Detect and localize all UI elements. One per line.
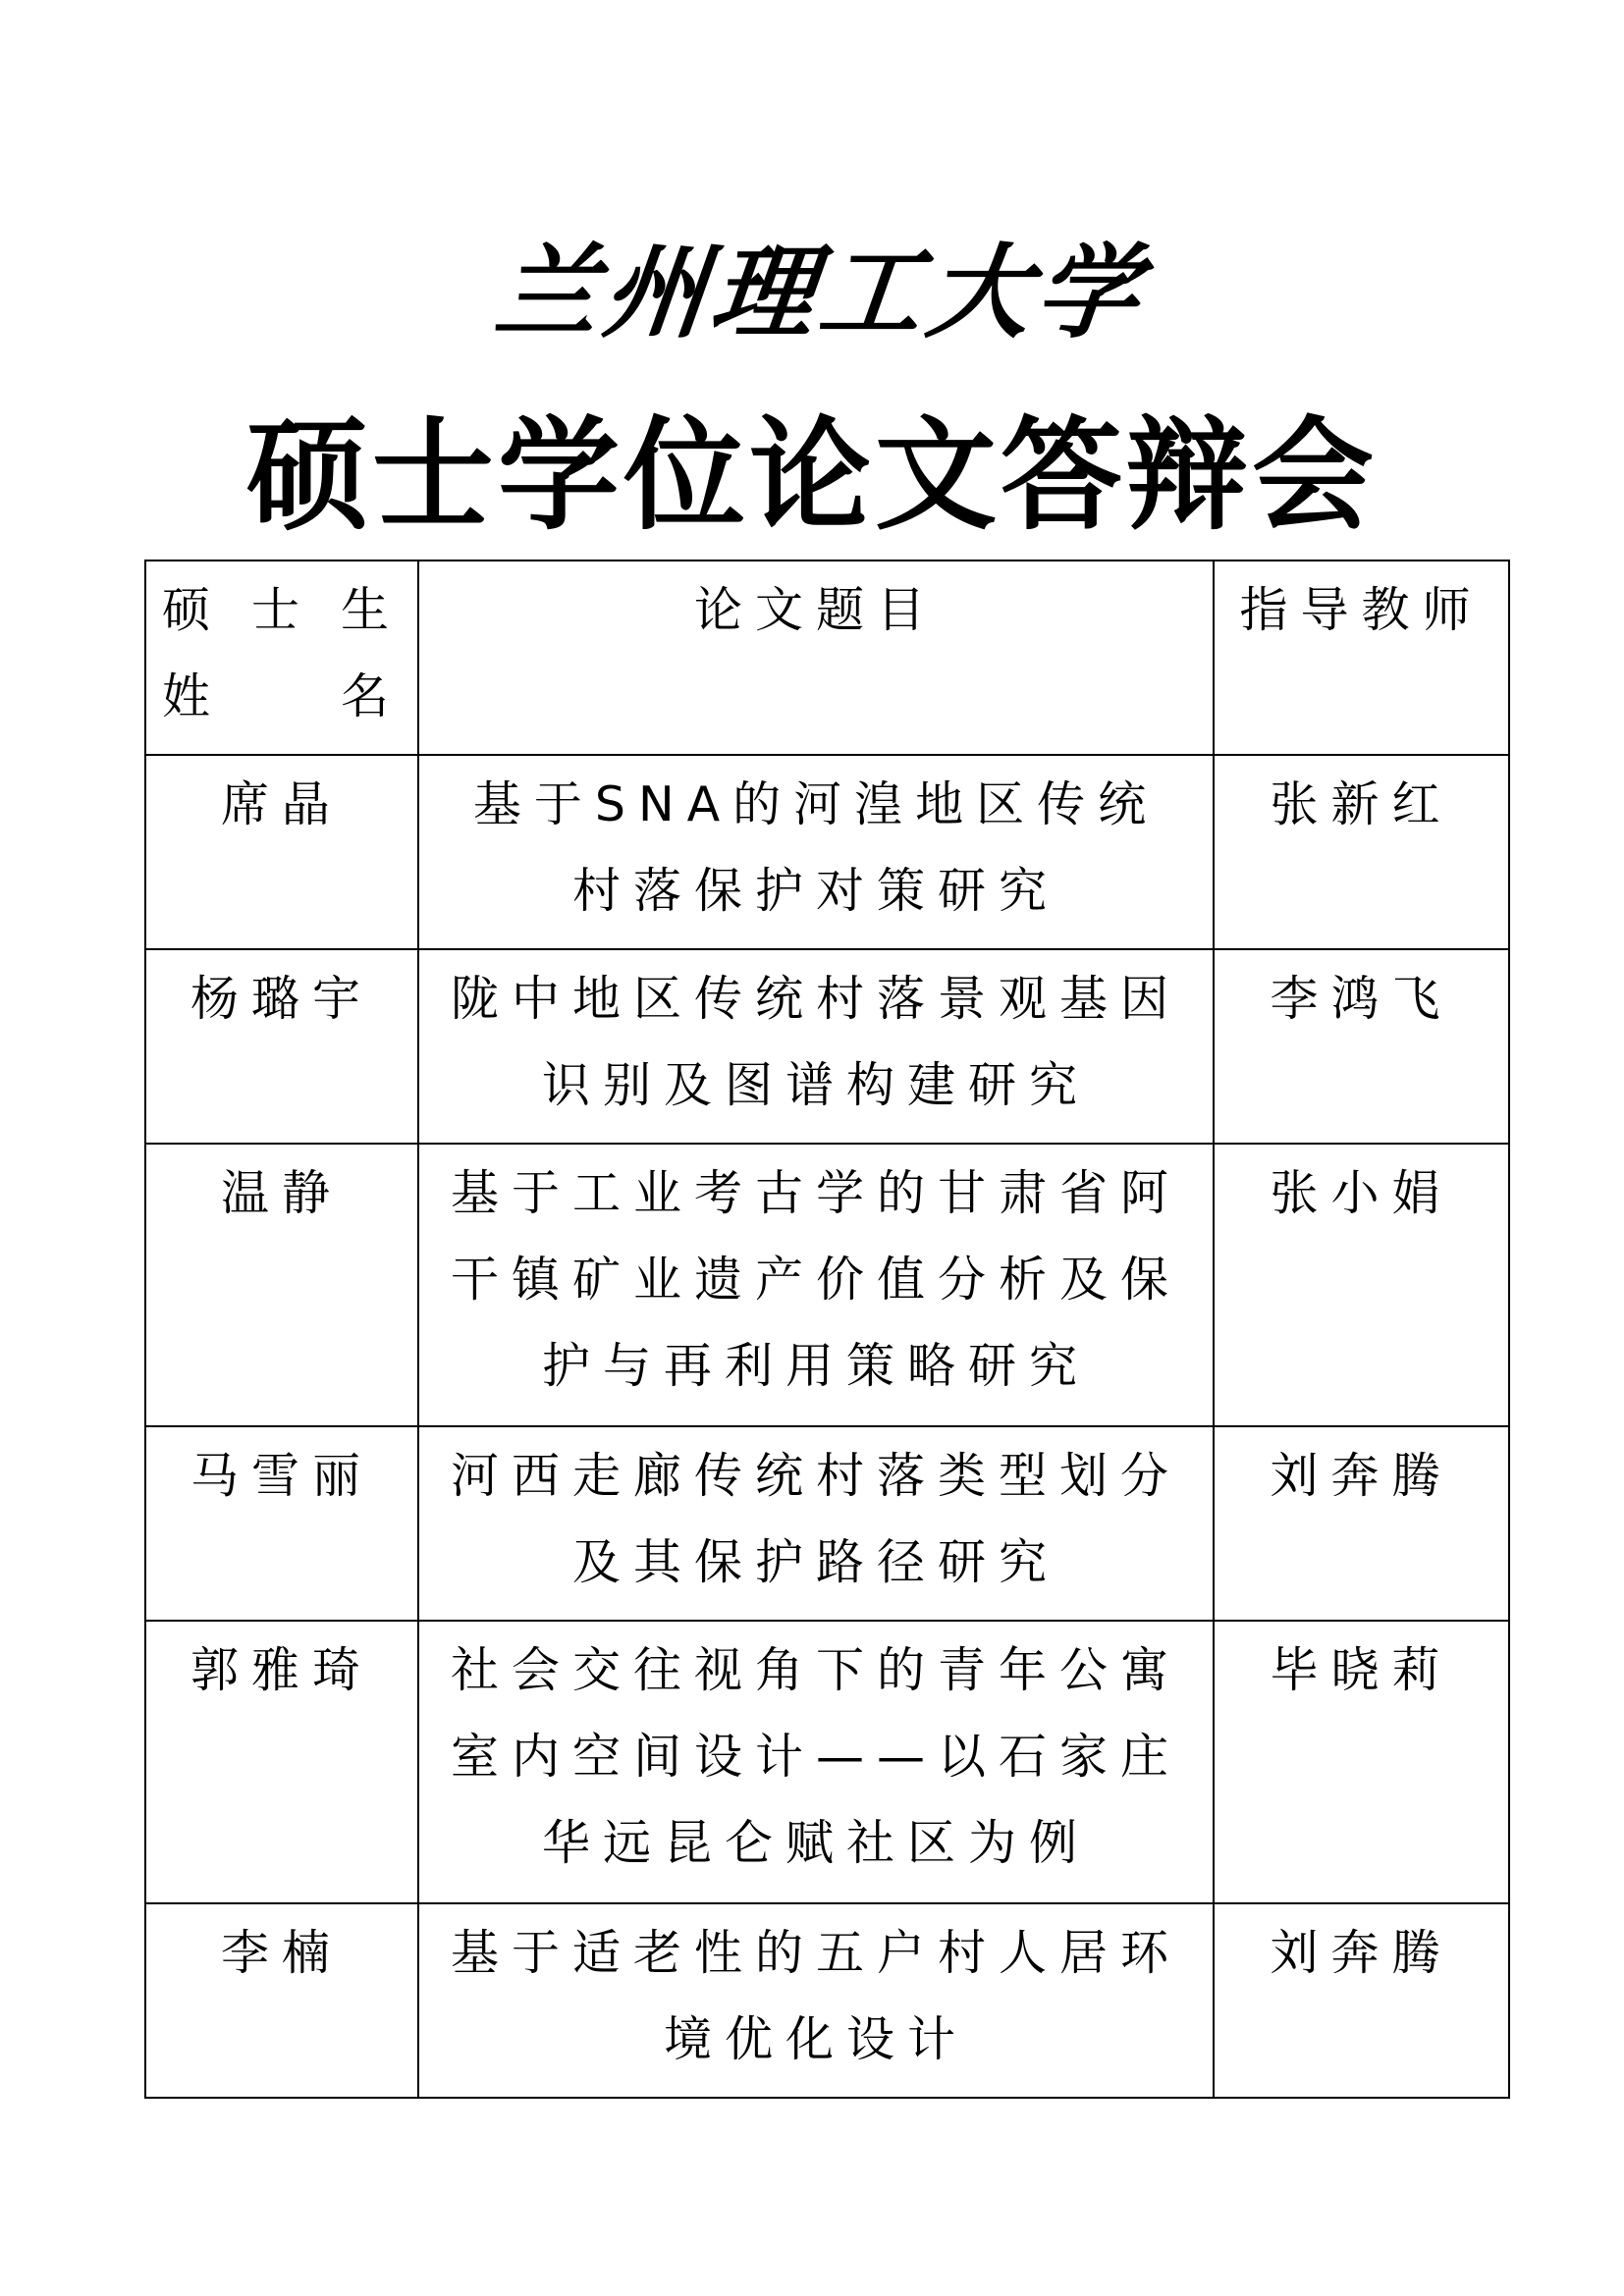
advisor-name: 张新红 xyxy=(1214,755,1509,949)
student-name: 杨璐宇 xyxy=(145,949,418,1144)
header-thesis-topic: 论文题目 xyxy=(418,561,1214,755)
student-name: 李楠 xyxy=(145,1903,418,2098)
advisor-name: 刘奔腾 xyxy=(1214,1903,1509,2098)
table-row xyxy=(145,1144,1509,1426)
table-row xyxy=(145,949,1509,1144)
advisor-name: 李鸿飞 xyxy=(1214,949,1509,1144)
header-advisor: 指导教师 xyxy=(1214,561,1509,755)
table-row xyxy=(145,1621,1509,1903)
table-header-row xyxy=(145,561,1509,755)
advisor-name: 毕晓莉 xyxy=(1214,1621,1509,1903)
table-row xyxy=(145,755,1509,949)
student-name: 郭雅琦 xyxy=(145,1621,418,1903)
thesis-topic: 基于SNA的河湟地区传统村落保护对策研究 xyxy=(418,755,1214,949)
thesis-topic: 河西走廊传统村落类型划分及其保护路径研究 xyxy=(418,1426,1214,1621)
table-row xyxy=(145,1426,1509,1621)
thesis-topic: 基于适老性的五户村人居环境优化设计 xyxy=(418,1903,1214,2098)
university-logo: 兰州理工大学 xyxy=(489,232,1151,352)
thesis-topic: 陇中地区传统村落景观基因识别及图谱构建研究 xyxy=(418,949,1214,1144)
student-name: 马雪丽 xyxy=(145,1426,418,1621)
table-row xyxy=(145,1903,1509,2098)
header-student-name: 硕 士 生 姓 名 xyxy=(145,561,418,755)
thesis-topic: 社会交往视角下的青年公寓室内空间设计——以石家庄华远昆仑赋社区为例 xyxy=(418,1621,1214,1903)
advisor-name: 张小娟 xyxy=(1214,1144,1509,1426)
page-title: 硕士学位论文答辩会 xyxy=(245,405,1378,547)
defense-schedule-table xyxy=(144,560,1510,2099)
thesis-topic: 基于工业考古学的甘肃省阿干镇矿业遗产价值分析及保护与再利用策略研究 xyxy=(418,1144,1214,1426)
advisor-name: 刘奔腾 xyxy=(1214,1426,1509,1621)
student-name: 席晶 xyxy=(145,755,418,949)
student-name: 温静 xyxy=(145,1144,418,1426)
